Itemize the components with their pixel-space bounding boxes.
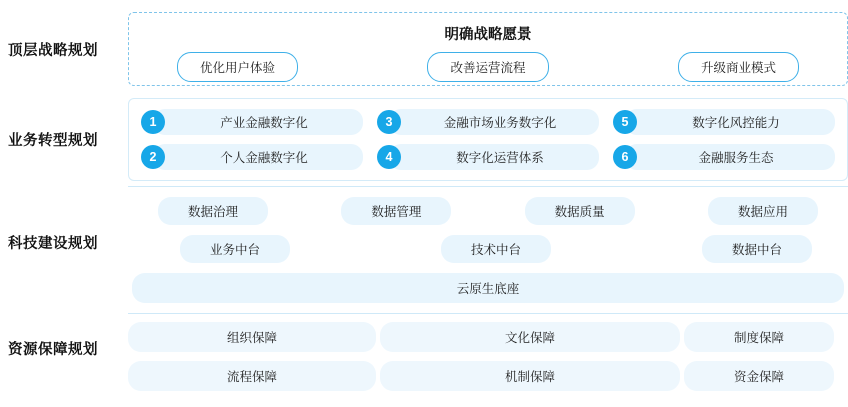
business-item-digital-operations[interactable]: [377, 144, 599, 170]
strategy-pill-user-experience[interactable]: 优化用户体验: [177, 52, 298, 82]
business-item-number: 5: [613, 110, 637, 134]
row-label-business-transformation: 业务转型规划: [8, 132, 98, 149]
resource-row-two: [128, 361, 848, 391]
strategy-pill-operations-process[interactable]: 改善运营流程: [427, 52, 548, 82]
business-item-personal-finance[interactable]: [141, 144, 363, 170]
row-body-technology-construction: [128, 186, 848, 314]
tech-pill-data-quality[interactable]: 数据质量: [525, 197, 635, 225]
strategy-pill-business-model[interactable]: 升级商业模式: [678, 52, 799, 82]
business-item-financial-market[interactable]: [377, 109, 599, 135]
technology-container: [128, 186, 848, 314]
tech-pill-technical-midplatform[interactable]: 技术中台: [441, 235, 551, 263]
tech-pill-data-application[interactable]: 数据应用: [708, 197, 818, 225]
business-item-label: 数字化风控能力: [625, 109, 835, 135]
business-item-service-ecosystem[interactable]: [613, 144, 835, 170]
business-item-label: 个人金融数字化: [153, 144, 363, 170]
resource-pill-funding[interactable]: 资金保障: [684, 361, 834, 391]
row-resource-guarantee: [0, 322, 848, 402]
tech-pill-data-midplatform[interactable]: 数据中台: [702, 235, 812, 263]
business-item-label: 金融服务生态: [625, 144, 835, 170]
row-label-resource-guarantee: 资源保障规划: [8, 342, 98, 358]
business-item-number: 2: [141, 145, 165, 169]
row-label-top-strategy: 顶层战略规划: [8, 42, 98, 59]
row-top-strategy: [0, 6, 848, 92]
business-grid: [141, 109, 835, 170]
technology-row-midplatform: [128, 235, 848, 263]
resource-pill-process[interactable]: 流程保障: [128, 361, 376, 391]
strategy-pill-group: [143, 52, 833, 82]
business-item-number: 6: [613, 145, 637, 169]
technology-divider-top: [128, 186, 848, 187]
business-item-number: 1: [141, 110, 165, 134]
business-item-risk-control[interactable]: [613, 109, 835, 135]
row-body-resource-guarantee: [128, 322, 848, 400]
business-item-industrial-finance[interactable]: [141, 109, 363, 135]
technology-row-cloudnative: [128, 273, 848, 303]
row-body-business-transformation: [128, 98, 848, 181]
resource-pill-mechanism[interactable]: 机制保障: [380, 361, 680, 391]
row-technology-construction: [0, 186, 848, 316]
resource-pill-organization[interactable]: 组织保障: [128, 322, 376, 352]
business-container: [128, 98, 848, 181]
tech-pill-data-governance[interactable]: 数据治理: [158, 197, 268, 225]
row-business-transformation: [0, 96, 848, 182]
row-label-technology-construction: 科技建设规划: [8, 236, 98, 252]
business-item-number: 3: [377, 110, 401, 134]
strategy-container: [128, 12, 848, 86]
business-item-label: 数字化运营体系: [389, 144, 599, 170]
tech-pill-cloud-native-foundation[interactable]: 云原生底座: [132, 273, 844, 303]
tech-pill-business-midplatform[interactable]: 业务中台: [180, 235, 290, 263]
business-item-label: 金融市场业务数字化: [389, 109, 599, 135]
tech-pill-data-management[interactable]: 数据管理: [341, 197, 451, 225]
business-item-label: 产业金融数字化: [153, 109, 363, 135]
business-item-number: 4: [377, 145, 401, 169]
resource-pill-culture[interactable]: 文化保障: [380, 322, 680, 352]
technology-row-data: [128, 197, 848, 225]
strategy-vision-title: 明确战略愿景: [444, 27, 532, 43]
row-body-top-strategy: [128, 12, 848, 86]
technology-divider-bottom: [128, 313, 848, 314]
resource-pill-system[interactable]: 制度保障: [684, 322, 834, 352]
resource-row-one: [128, 322, 848, 352]
